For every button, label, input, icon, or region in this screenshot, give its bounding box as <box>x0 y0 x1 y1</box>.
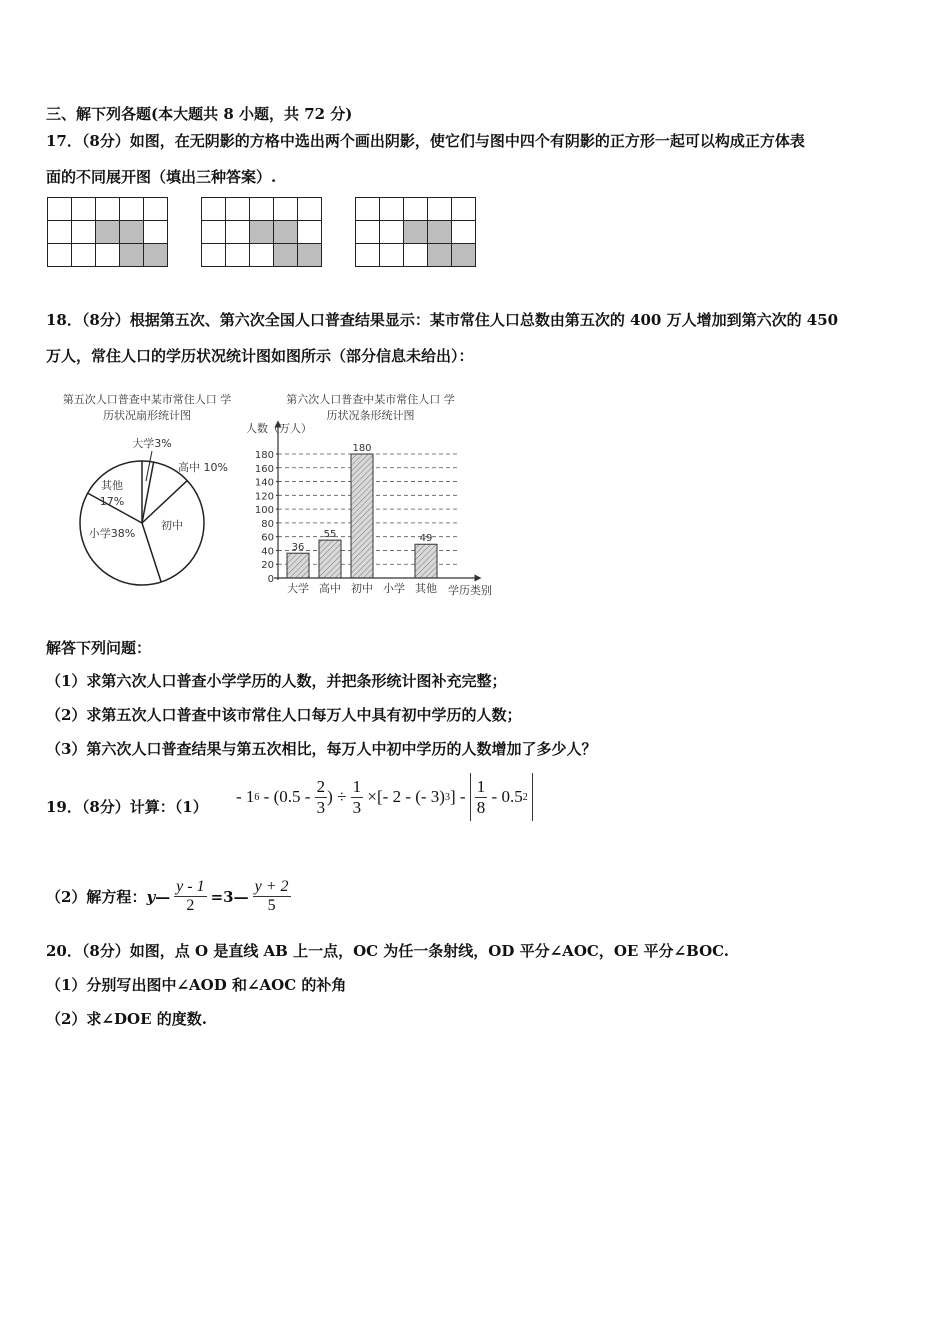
bar-y-tick-label: 100 <box>254 505 274 517</box>
expr-exp-g: 2 <box>522 791 528 803</box>
q19-part2-label: （2）解方程： <box>46 888 147 907</box>
eq-middle: =3— <box>210 887 249 906</box>
bar-y-tick-label: 120 <box>254 491 274 503</box>
bar-初中 <box>351 454 373 578</box>
bar-category-label: 其他 <box>415 582 437 595</box>
expr-term-d: ×[- 2 - (- 3) <box>363 787 445 806</box>
bar-高中 <box>319 540 341 578</box>
fraction-y-plus-2-over-5: $\frac{y + 2}{5}$ <box>254 878 289 915</box>
bar-value-label: 180 <box>352 443 372 454</box>
bar-y-axis-label: 人数（万人） <box>246 422 312 435</box>
q18-part2: （2）求第五次人口普查中该市常住人口每万人中具有初中学历的人数； <box>46 706 522 724</box>
bar-category-label: 初中 <box>351 582 373 595</box>
bar-y-tick-label: 180 <box>254 450 274 461</box>
pie-chart-title: 第五次人口普查中某市常住人口 学历状况扇形统计图 <box>62 393 232 422</box>
bar-chart-title: 第六次人口普查中某市常住人口 学历状况条形统计图 <box>286 393 455 422</box>
expr-term-c: ) ÷ <box>327 787 351 806</box>
expr-exp-a: 6 <box>254 791 260 803</box>
q19-label: 19．（8分）计算：（1） <box>46 798 208 816</box>
eq-y: y <box>146 887 156 906</box>
expr-term-g: - 0.5 <box>487 787 523 806</box>
cube-net-grid-1 <box>47 197 168 267</box>
bar-y-tick-label: 20 <box>261 560 274 572</box>
q18-text-line2: 万人，常住人口的学历状况统计图如图所示（部分信息未给出）： <box>46 347 474 365</box>
q18-subheading: 解答下列问题： <box>46 639 152 657</box>
absolute-value <box>470 773 533 821</box>
cube-net-grid-2 <box>201 197 322 267</box>
pie-slice-label: 大学3% <box>132 437 172 450</box>
bar-y-tick-label: 60 <box>261 532 274 544</box>
cube-net-grid-3 <box>355 197 476 267</box>
bar-category-label: 小学 <box>383 582 405 595</box>
fraction-one-eighth: $\frac{1}{8}$ <box>476 776 486 817</box>
bar-chart <box>240 418 510 608</box>
bar-y-tick-label: 80 <box>261 518 274 530</box>
q20-part2: （2）求∠DOE 的度数. <box>46 1010 207 1028</box>
expr-term-e: ] - <box>449 787 470 806</box>
bar-value-label: 55 <box>323 529 337 541</box>
bar-category-label: 大学 <box>287 582 309 595</box>
expr-term-a: - 1 <box>236 787 255 806</box>
q20-part1: （1）分别写出图中∠AOD 和∠AOC 的补角 <box>46 976 347 994</box>
q19-expression-1 <box>236 772 533 822</box>
bar-大学 <box>287 553 309 578</box>
bar-category-label: 高中 <box>319 582 341 595</box>
eq-minus: — <box>155 887 171 906</box>
bar-value-label: 36 <box>291 542 305 554</box>
q18-text-line1: 18．（8分）根据第五次、第六次全国人口普查结果显示：某市常住人口总数由第五次的 400 万人增加到第六次的 450 <box>46 311 839 329</box>
expr-term-b: - (0.5 - <box>259 787 315 806</box>
pie-slice-label: 初中 <box>161 519 183 532</box>
q17-text-line2: 面的不同展开图（填出三种答案）. <box>46 168 277 186</box>
bar-其他 <box>415 544 437 578</box>
fraction-y-minus-1-over-2: $\frac{y - 1}{2}$ <box>176 878 205 915</box>
section-heading: 三、解下列各题(本大题共 8 小题，共 72 分) <box>46 105 353 123</box>
bar-y-tick-label: 160 <box>254 463 274 475</box>
bar-y-tick-label: 0 <box>267 574 274 585</box>
pie-slice-label: 其他 17% <box>99 479 125 508</box>
pie-slice-label: 高中 10% <box>178 461 228 474</box>
fraction-two-thirds: $\frac{2}{3}$ <box>316 776 326 817</box>
q18-part1: （1）求第六次人口普查小学学历的人数，并把条形统计图补充完整； <box>46 672 507 690</box>
bar-y-tick-label: 40 <box>261 546 274 558</box>
bar-x-axis-label: 学历类别 <box>448 584 492 597</box>
pie-slice-label: 小学38% <box>88 527 136 540</box>
fraction-one-third: $\frac{1}{3}$ <box>352 776 362 817</box>
q19-part2 <box>46 878 295 916</box>
q18-part3: （3）第六次人口普查结果与第五次相比，每万人中初中学历的人数增加了多少人？ <box>46 740 597 758</box>
bar-value-label: 49 <box>419 533 433 545</box>
q20-text-line1: 20．（8分）如图，点 O 是直线 AB 上一点，OC 为任一条射线，OD 平分∠AOC，OE 平分∠BOC. <box>46 942 730 960</box>
q17-text-line1: 17．（8分）如图，在无阴影的方格中选出两个画出阴影，使它们与图中四个有阴影的正方形一起可以构成正方体表 <box>46 132 805 150</box>
bar-y-tick-label: 140 <box>254 477 274 489</box>
expr-exp-d: 3 <box>444 791 450 803</box>
